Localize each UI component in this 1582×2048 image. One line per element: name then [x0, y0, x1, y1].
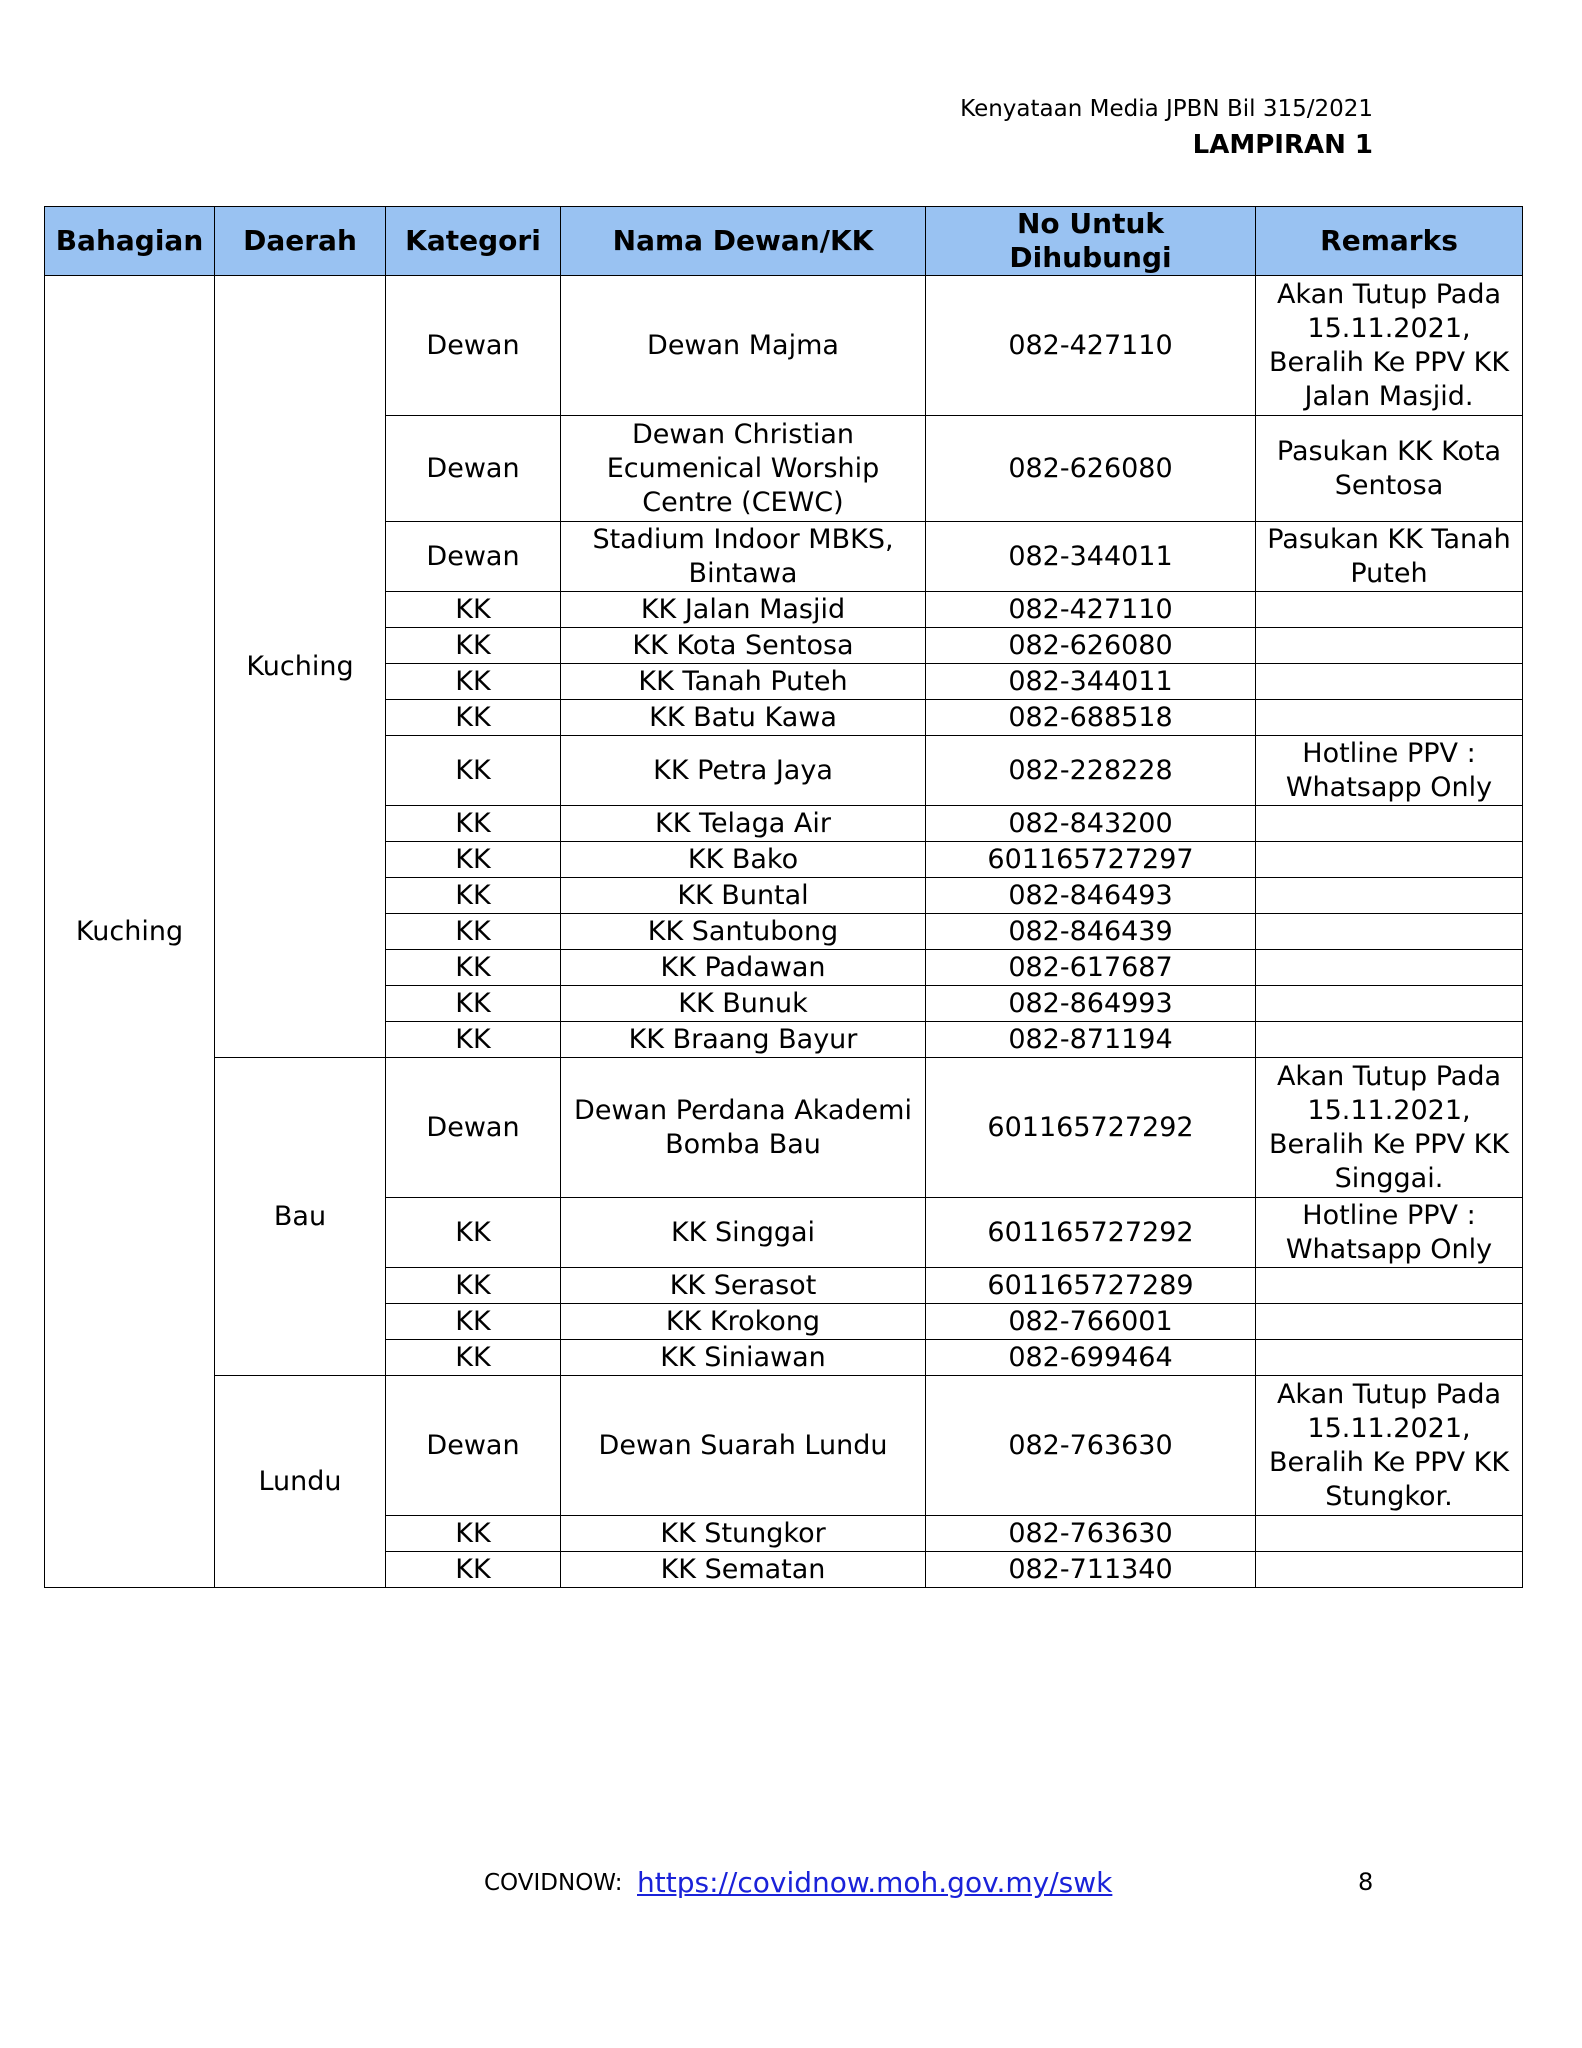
cell-remarks — [1256, 1340, 1523, 1376]
cell-nama: Dewan Perdana Akademi Bomba Bau — [561, 1058, 926, 1198]
cell-kategori: KK — [386, 914, 561, 950]
cell-nama: Stadium Indoor MBKS, Bintawa — [561, 522, 926, 592]
cell-nama: KK Siniawan — [561, 1340, 926, 1376]
column-header-remarks: Remarks — [1256, 207, 1523, 276]
cell-kategori: Dewan — [386, 276, 561, 416]
column-header-kategori: Kategori — [386, 207, 561, 276]
table-row — [45, 1376, 1523, 1516]
cell-kategori: Dewan — [386, 1376, 561, 1516]
cell-no: 082-763630 — [926, 1376, 1256, 1516]
cell-no: 082-871194 — [926, 1022, 1256, 1058]
cell-remarks — [1256, 700, 1523, 736]
cell-remarks: Akan Tutup Pada 15.11.2021, Beralih Ke PPV KK Stungkor. — [1256, 1376, 1523, 1516]
cell-nama: KK Bunuk — [561, 986, 926, 1022]
cell-nama: KK Kota Sentosa — [561, 628, 926, 664]
cell-nama: Dewan Suarah Lundu — [561, 1376, 926, 1516]
cell-kategori: KK — [386, 628, 561, 664]
document-reference: Kenyataan Media JPBN Bil 315/2021 — [960, 96, 1373, 122]
cell-no: 082-228228 — [926, 736, 1256, 806]
cell-no: 082-711340 — [926, 1552, 1256, 1588]
cell-kategori: KK — [386, 1198, 561, 1268]
column-header-bahagian: Bahagian — [45, 207, 215, 276]
table-row — [45, 276, 1523, 416]
cell-nama: KK Serasot — [561, 1268, 926, 1304]
cell-remarks — [1256, 1304, 1523, 1340]
cell-remarks — [1256, 1516, 1523, 1552]
cell-kategori: KK — [386, 592, 561, 628]
cell-remarks — [1256, 664, 1523, 700]
cell-bahagian: Kuching — [45, 276, 215, 1588]
cell-kategori: Dewan — [386, 522, 561, 592]
cell-remarks — [1256, 1022, 1523, 1058]
cell-kategori: KK — [386, 986, 561, 1022]
cell-kategori: KK — [386, 842, 561, 878]
cell-no: 082-864993 — [926, 986, 1256, 1022]
cell-remarks — [1256, 1552, 1523, 1588]
cell-remarks — [1256, 592, 1523, 628]
cell-kategori: Dewan — [386, 1058, 561, 1198]
footer-label: COVIDNOW: — [484, 1870, 623, 1896]
cell-no: 082-846439 — [926, 914, 1256, 950]
cell-no: 082-626080 — [926, 628, 1256, 664]
cell-kategori: KK — [386, 878, 561, 914]
cell-kategori: KK — [386, 950, 561, 986]
cell-remarks — [1256, 806, 1523, 842]
cell-nama: KK Sematan — [561, 1552, 926, 1588]
cell-remarks: Akan Tutup Pada 15.11.2021, Beralih Ke PPV KK Jalan Masjid. — [1256, 276, 1523, 416]
cell-kategori: KK — [386, 736, 561, 806]
cell-nama: KK Buntal — [561, 878, 926, 914]
cell-kategori: Dewan — [386, 416, 561, 522]
cell-daerah: Lundu — [215, 1376, 386, 1588]
cell-nama: KK Jalan Masjid — [561, 592, 926, 628]
cell-daerah: Bau — [215, 1058, 386, 1376]
cell-nama: KK Petra Jaya — [561, 736, 926, 806]
cell-no: 601165727292 — [926, 1058, 1256, 1198]
cell-remarks: Pasukan KK Kota Sentosa — [1256, 416, 1523, 522]
cell-no: 082-617687 — [926, 950, 1256, 986]
cell-remarks: Akan Tutup Pada 15.11.2021, Beralih Ke PPV KK Singgai. — [1256, 1058, 1523, 1198]
cell-kategori: KK — [386, 1552, 561, 1588]
cell-no: 082-688518 — [926, 700, 1256, 736]
cell-no: 601165727292 — [926, 1198, 1256, 1268]
cell-kategori: KK — [386, 1268, 561, 1304]
cell-nama: Dewan Christian Ecumenical Worship Centre (CEWC) — [561, 416, 926, 522]
cell-remarks — [1256, 986, 1523, 1022]
column-header-no: No Untuk Dihubungi — [926, 207, 1256, 276]
cell-no: 082-344011 — [926, 522, 1256, 592]
cell-daerah: Kuching — [215, 276, 386, 1058]
page-number: 8 — [1358, 1868, 1374, 1896]
cell-kategori: KK — [386, 1304, 561, 1340]
cell-nama: KK Batu Kawa — [561, 700, 926, 736]
cell-no: 082-766001 — [926, 1304, 1256, 1340]
cell-nama: KK Padawan — [561, 950, 926, 986]
attachment-title: LAMPIRAN 1 — [1192, 130, 1373, 160]
vaccination-centre-table — [44, 206, 1523, 1588]
cell-remarks: Hotline PPV : Whatsapp Only — [1256, 1198, 1523, 1268]
cell-nama: KK Bako — [561, 842, 926, 878]
cell-no: 082-427110 — [926, 276, 1256, 416]
cell-kategori: KK — [386, 700, 561, 736]
cell-nama: KK Stungkor — [561, 1516, 926, 1552]
cell-nama: KK Braang Bayur — [561, 1022, 926, 1058]
column-header-daerah: Daerah — [215, 207, 386, 276]
cell-no: 601165727289 — [926, 1268, 1256, 1304]
cell-no: 082-843200 — [926, 806, 1256, 842]
cell-nama: KK Tanah Puteh — [561, 664, 926, 700]
cell-no: 082-763630 — [926, 1516, 1256, 1552]
cell-remarks: Hotline PPV : Whatsapp Only — [1256, 736, 1523, 806]
cell-kategori: KK — [386, 1516, 561, 1552]
cell-remarks — [1256, 842, 1523, 878]
covidnow-link[interactable]: https://covidnow.moh.gov.my/swk — [637, 1866, 1113, 1899]
table-row — [45, 1058, 1523, 1198]
cell-no: 082-846493 — [926, 878, 1256, 914]
cell-remarks — [1256, 950, 1523, 986]
cell-kategori: KK — [386, 806, 561, 842]
cell-no: 601165727297 — [926, 842, 1256, 878]
cell-remarks — [1256, 914, 1523, 950]
cell-remarks: Pasukan KK Tanah Puteh — [1256, 522, 1523, 592]
cell-remarks — [1256, 878, 1523, 914]
cell-kategori: KK — [386, 1022, 561, 1058]
cell-kategori: KK — [386, 664, 561, 700]
cell-nama: KK Krokong — [561, 1304, 926, 1340]
cell-remarks — [1256, 628, 1523, 664]
cell-no: 082-699464 — [926, 1340, 1256, 1376]
cell-kategori: KK — [386, 1340, 561, 1376]
cell-remarks — [1256, 1268, 1523, 1304]
cell-nama: Dewan Majma — [561, 276, 926, 416]
cell-no: 082-427110 — [926, 592, 1256, 628]
cell-nama: KK Telaga Air — [561, 806, 926, 842]
column-header-nama: Nama Dewan/KK — [561, 207, 926, 276]
cell-no: 082-344011 — [926, 664, 1256, 700]
cell-nama: KK Singgai — [561, 1198, 926, 1268]
cell-no: 082-626080 — [926, 416, 1256, 522]
table-header-row — [45, 207, 1523, 276]
cell-nama: KK Santubong — [561, 914, 926, 950]
